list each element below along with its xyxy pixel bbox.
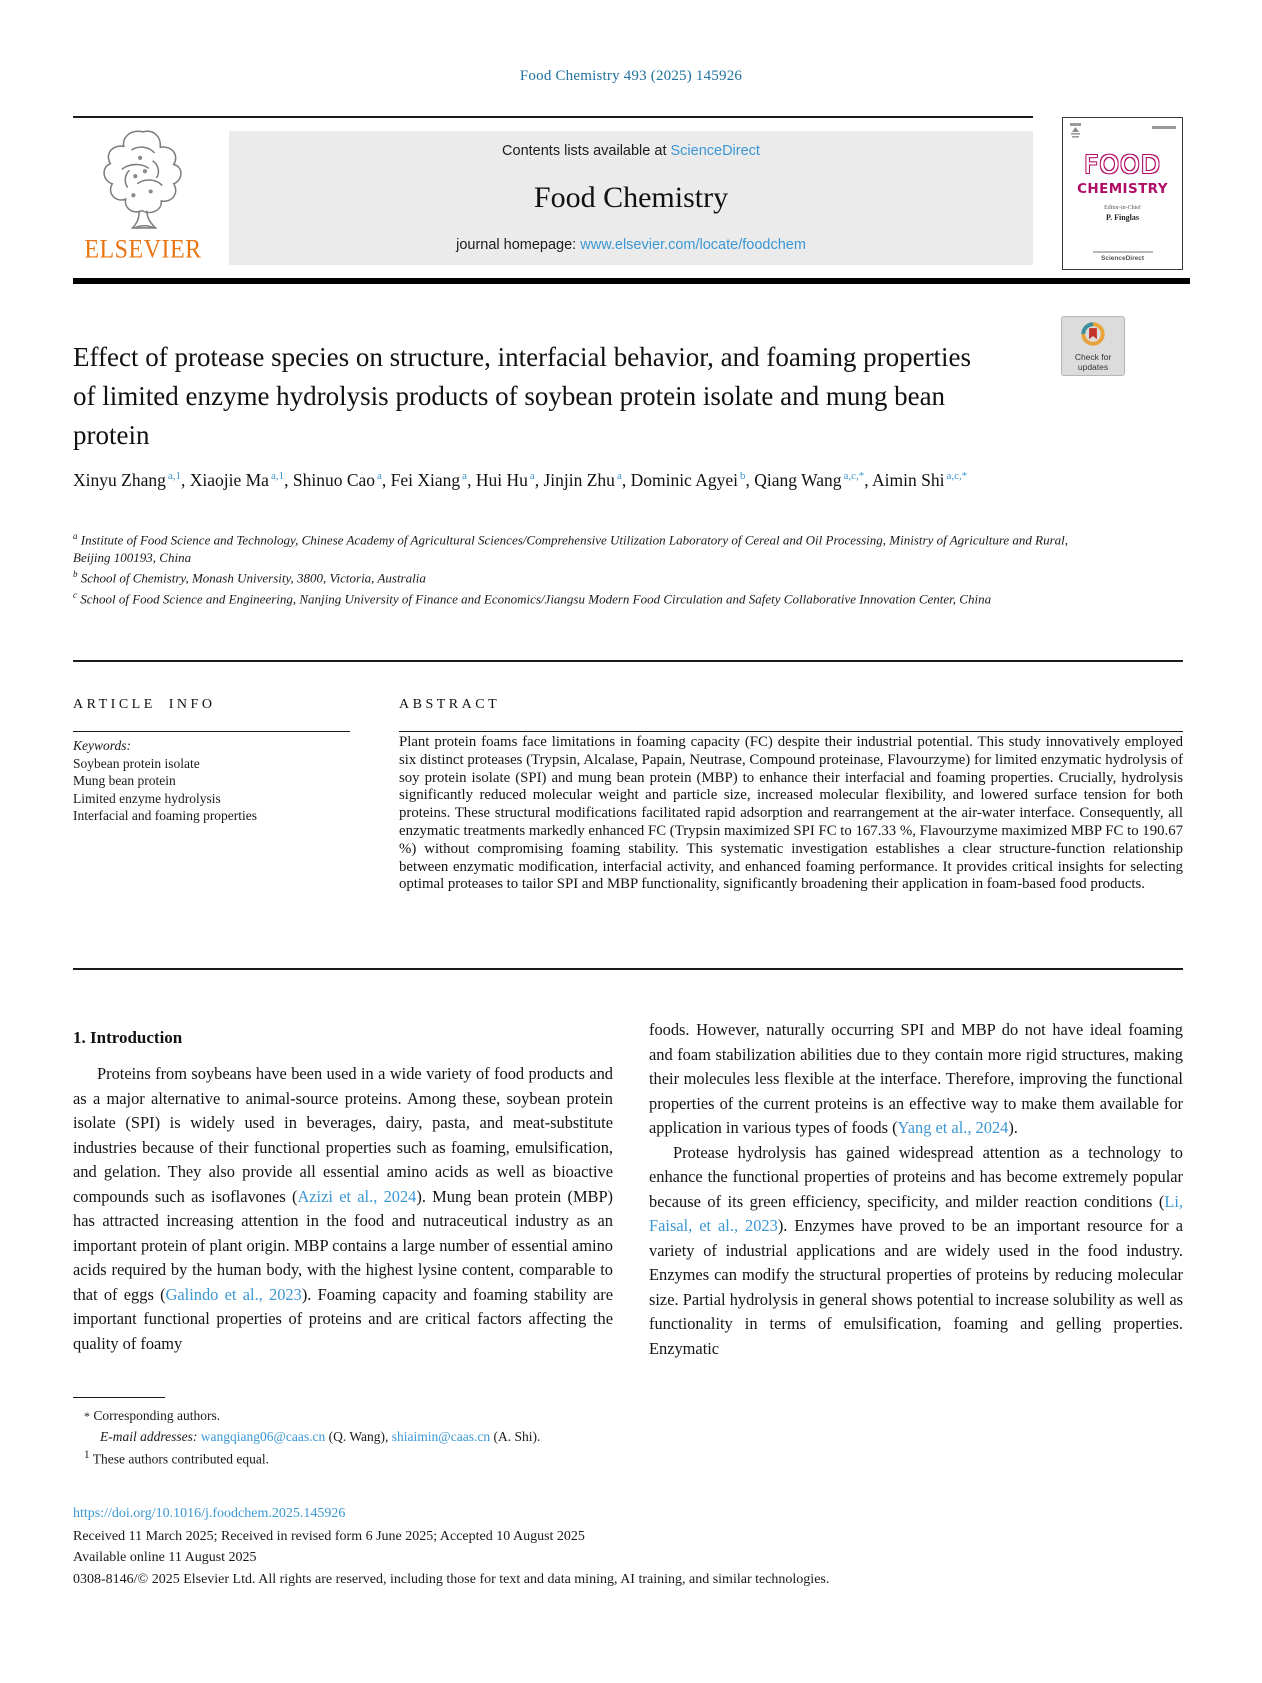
section-heading-introduction: 1. Introduction: [73, 1028, 183, 1047]
author-name: Qiang Wang: [754, 469, 842, 490]
contents-prefix: Contents lists available at: [502, 143, 671, 159]
author-list: Xinyu Zhang $^{a,1}$, Xiaojie Ma $^{a,1}$, Shinuo Cao $^a$, Fei Xiang $^a$, Hui Hu $^a$, Jinjin Zhu $^a$, Dominic Agyei $^b$, Qiang Wang $^{a,c,*}$, Aimin Shi $^{a,c,*}$: [73, 469, 968, 490]
journal-homepage-link[interactable]: www.elsevier.com/locate/foodchem: [580, 237, 806, 253]
article-info-heading: ARTICLE INFO: [73, 697, 216, 712]
author-superscript: a,c,*: [843, 470, 865, 482]
keyword: Soybean protein isolate: [73, 755, 200, 771]
publication-info: [73, 1503, 1133, 1590]
footnote-asterisk: *: [84, 1409, 90, 1423]
homepage-line: [229, 237, 1033, 253]
author-name: Shinuo Cao: [292, 469, 376, 490]
footnote-one: 1: [84, 1449, 90, 1461]
author-superscript: a,1: [167, 470, 181, 482]
check-updates-label: Check for updates: [1074, 352, 1112, 372]
cover-chemistry-wordmark: CHEMISTRY: [1077, 181, 1168, 197]
cover-food-wordmark: FOOD: [1084, 150, 1161, 179]
email-link[interactable]: shiaimin@caas.cn: [391, 1428, 491, 1444]
email-links: wangqiang06@caas.cn (Q. Wang), shiaimin@caas.cn (A. Shi).: [200, 1428, 541, 1444]
author-name: Dominic Agyei: [630, 469, 738, 490]
affiliations: [73, 528, 1093, 608]
footnote-rule: [73, 1397, 165, 1398]
homepage-prefix: journal homepage:: [456, 237, 581, 253]
article-title: Effect of protease species on structure, interfacial behavior, and foaming properties of limited enzyme hydrolysis products of soybean protein isolate and mung bean protein: [73, 342, 972, 450]
equal-contribution-note: [73, 1446, 633, 1469]
paragraph: Proteins from soybeans have been used in a wide variety of food products and as a major alternative to animal-source proteins. Among these, soybean protein isolate (SPI) is widely used in beverages, dairy, pasta, and meat-substitute industries because of their functional properties such as foaming, emulsification, and gelation. They also provide all essential amino acids as well as bioactive compounds such as isoflavones (Azizi et al., 2024). Mung bean protein (MBP) has attracted increasing attention in the food and nutraceutical industry as an important protein of plant origin. MBP contains a large number of essential amino acids required by the human body, with the highest lysine content, comparable to that of eggs (Galindo et al., 2023). Foaming capacity and foaming stability are important functional properties of proteins and are critical factors affecting the quality of foamy: [73, 1064, 614, 1353]
abstract-text: Plant protein foams face limitations in foaming capacity (FC) despite their industrial potential. This study innovatively employed six distinct proteases (Trypsin, Alcalase, Papain, Neutrase, Compound proteinase, Flavourzyme) for limited enzymatic hydrolysis of soy protein isolate (SPI) and mung bean protein (MBP) to enhance their interfacial and foaming properties. Crucially, hydrolysis significantly reduced molecular weight and particle size, increased molecular flexibility, and lowered surface tension for both proteins. These structural modifications facilitated rapid adsorption and rearrangement at the air-water interface. Consequently, all enzymatic treatments markedly enhanced FC (Trypsin maximized SPI FC to 167.33 %, Flavourzyme maximized MBP FC to 190.67 %) without compromising foaming stability. This systematic investigation establishes a clear structure-function relationship between enzymatic modification, interfacial activity, and enhanced foaming performance. It provides critical insights for selecting optimal proteases to tailor SPI and MBP functionality, significantly broadening their application in foam-based food products.: [399, 734, 1183, 893]
crossmark-icon: [1080, 334, 1106, 351]
page-citation: Food Chemistry 493 (2025) 145926: [519, 68, 743, 84]
available-online: Available online 11 August 2025: [73, 1550, 257, 1565]
affiliation: $^b$ School of Chemistry, Monash University, 3800, Victoria, Australia: [73, 569, 426, 586]
email-label: E-mail addresses:: [100, 1428, 198, 1444]
intro-left-column: [73, 1062, 613, 1356]
contents-line: [229, 143, 1033, 159]
cover-issn-bar: [1152, 126, 1176, 129]
journal-cover: [1062, 117, 1183, 270]
footnotes: [73, 1406, 633, 1469]
citation-link[interactable]: Li, Faisal, et al., 2023: [649, 1191, 1183, 1235]
email-link[interactable]: wangqiang06@caas.cn: [200, 1428, 326, 1444]
article-info-section: [73, 660, 373, 825]
author-superscript: a: [529, 470, 535, 482]
header-thick-rule: [73, 278, 1190, 284]
cover-mini-elsevier-icon: [1069, 123, 1082, 145]
author-superscript: a,c,*: [946, 470, 968, 482]
author-superscript: a: [462, 470, 468, 482]
header-top-rule: [73, 116, 1033, 118]
elsevier-logo: [73, 126, 213, 262]
author-name: Jinjin Zhu: [543, 469, 615, 490]
author-superscript: b: [740, 470, 746, 482]
author-name: Hui Hu: [475, 469, 528, 490]
author-name: Xiaojie Ma: [189, 469, 269, 490]
citation-link[interactable]: Azizi et al., 2024: [297, 1186, 417, 1206]
copyright-line: 0308-8146/© 2025 Elsevier Ltd. All rights are reserved, including those for text and data mining, AI training, and similar technologies.: [73, 1571, 830, 1587]
section-rule-bottom: [73, 968, 1183, 970]
paragraph: Protease hydrolysis has gained widespread attention as a technology to enhance the functional properties of proteins and has become extremely popular because of its green efficiency, specificity, and milder reaction conditions (Li, Faisal, et al., 2023). Enzymes have proved to be an important resource for a variety of industrial applications and are widely used in the food industry. Enzymes can modify the structural properties of proteins by reducing molecular size. Partial hydrolysis in general shows potential to increase solubility as well as functionality in terms of emulsification, foaming and gelling properties. Enzymatic: [649, 1142, 1183, 1358]
elsevier-wordmark: ELSEVIER: [84, 235, 202, 264]
intro-right-column: [649, 1018, 1183, 1361]
corresponding-authors-note: [73, 1406, 633, 1427]
citation-link[interactable]: Galindo et al., 2023: [165, 1284, 302, 1304]
cover-divider: [1093, 251, 1153, 253]
author-name: Fei Xiang: [390, 469, 461, 490]
received-dates: Received 11 March 2025; Received in revised form 6 June 2025; Accepted 10 August 2025: [73, 1528, 585, 1544]
author-name: Aimin Shi: [872, 469, 945, 490]
contributed-text: These authors contributed equal.: [92, 1451, 269, 1467]
journal-header-box: [229, 131, 1033, 265]
abstract-heading: ABSTRACT: [399, 697, 501, 712]
keywords-list: [73, 755, 373, 825]
corresponding-text: Corresponding authors.: [93, 1408, 221, 1423]
sciencedirect-link[interactable]: ScienceDirect: [670, 143, 760, 159]
abstract-section: [399, 660, 1183, 894]
affiliation: $^c$ School of Food Science and Engineering, Nanjing University of Finance and Economics/Jiangsu Modern Food Circulation and Safety Collaborative Innovation Center, China: [73, 590, 992, 607]
author-superscript: a,1: [270, 470, 285, 482]
doi-link[interactable]: https://doi.org/10.1016/j.foodchem.2025.145926: [73, 1506, 346, 1521]
email-addresses-note: [73, 1427, 633, 1447]
journal-title: Food Chemistry: [533, 181, 729, 214]
keyword: Mung bean protein: [73, 773, 176, 788]
keywords-label: Keywords:: [73, 738, 131, 753]
author-name: Xinyu Zhang: [73, 469, 166, 490]
author-superscript: a: [377, 470, 382, 482]
keyword: Limited enzyme hydrolysis: [73, 790, 221, 806]
keyword: Interfacial and foaming properties: [73, 808, 258, 823]
author-superscript: a: [616, 470, 622, 482]
cover-editor-name: P. Finglas: [1105, 213, 1140, 222]
cover-editor-label: Editor-in-Chief: [1104, 205, 1141, 211]
cover-sciencedirect: ScienceDirect: [1101, 255, 1144, 262]
article-info-rule: [73, 731, 350, 732]
elsevier-tree-icon: [95, 217, 191, 234]
citation-link[interactable]: Yang et al., 2024: [897, 1118, 1009, 1137]
paragraph: foods. However, naturally occurring SPI and MBP do not have ideal foaming and foam stabilization abilities due to they contain more rigid structures, making their molecules less flexible at the interface. Therefore, improving the functional properties of the current proteins is an effective way to make them available for application in various types of foods (Yang et al., 2024).: [649, 1020, 1183, 1137]
abstract-rule: [399, 731, 1183, 732]
check-updates-badge[interactable]: [1061, 316, 1125, 376]
affiliation: $^a$ Institute of Food Science and Technology, Chinese Academy of Agricultural Sciences/Comprehensive Utilization Laboratory of Cereal and Oil Processing, Ministry of Agriculture and Rural, Beijing 100193, China: [73, 531, 1069, 565]
